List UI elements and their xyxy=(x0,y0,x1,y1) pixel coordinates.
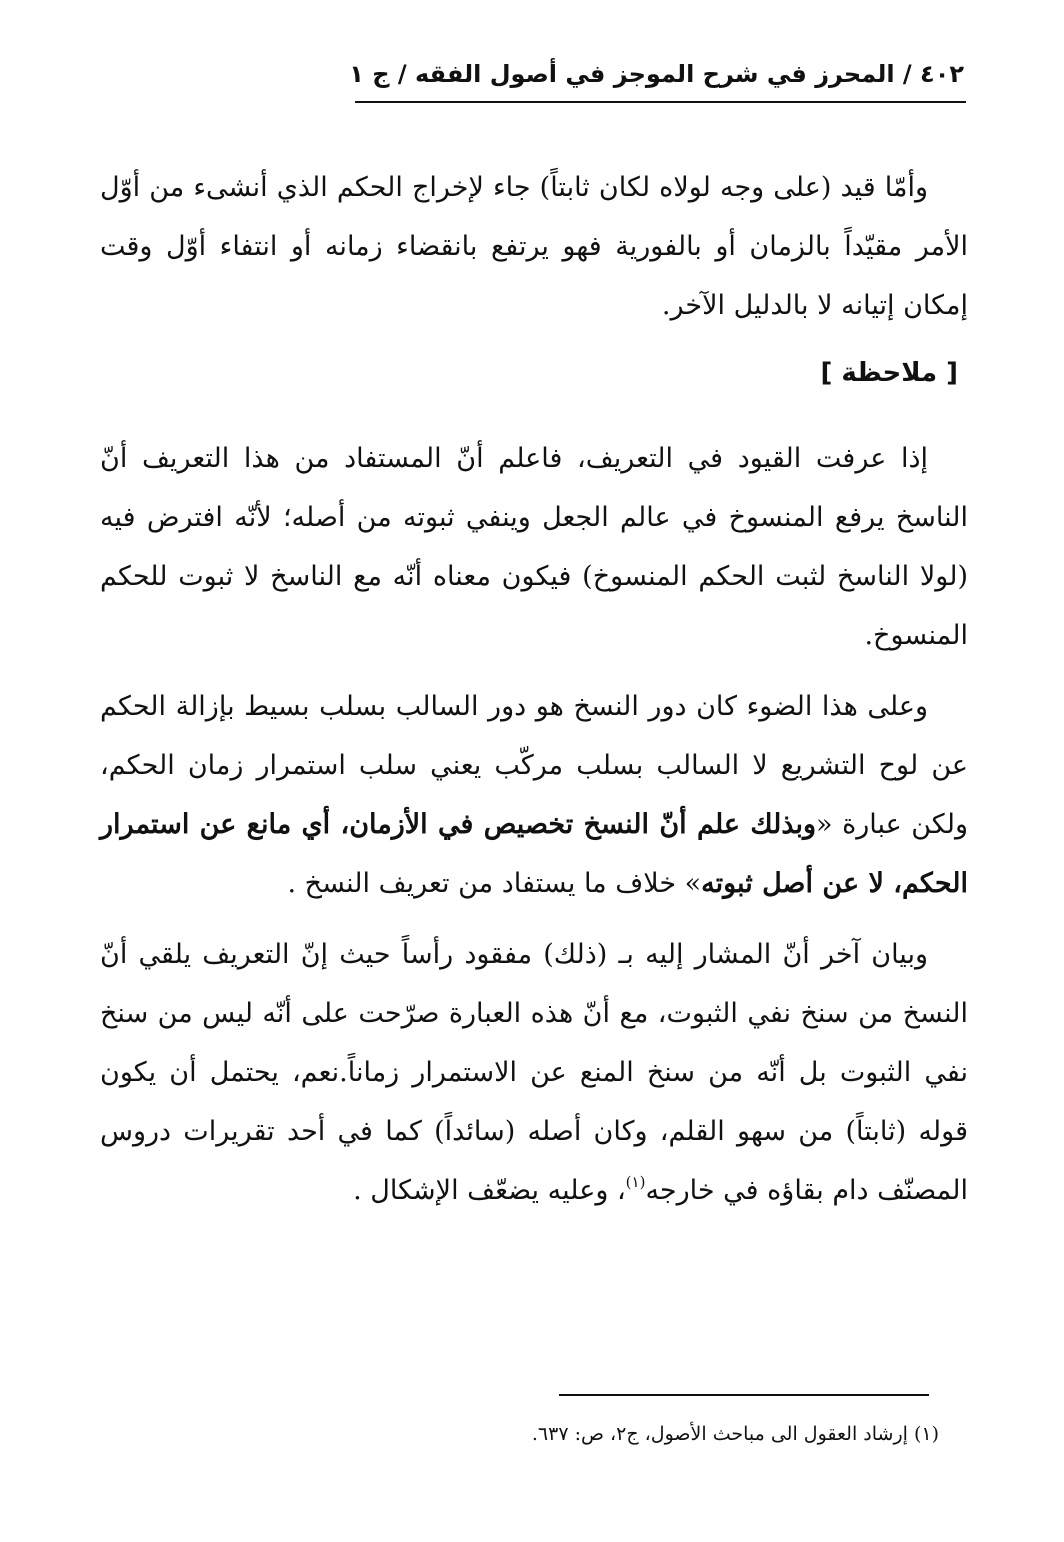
paragraph-4-text-a: وبيان آخر أنّ المشار إليه بـ (ذلك) مفقود رأساً حيث إنّ التعريف يلقي أنّ النسخ من سنخ نفي الثبوت، مع أنّ هذه العبارة صرّحت على أنّه ليس من سنخ نفي الثبوت بل أنّه من سنخ المنع عن الاستمرار زماناً.نعم، يحتمل أن يكون قوله (ثابتاً) من سهو القلم، وكان أصله (سائداً) كما في أحد تقريرات دروس المصنّف دام بقاؤه في خارجه xyxy=(100,939,968,1206)
footnote-reference[interactable]: (١) xyxy=(625,1173,646,1191)
footnote-separator xyxy=(559,1394,929,1396)
paragraph-1: وأمّا قيد (على وجه لولاه لكان ثابتاً) جاء لإخراج الحكم الذي أنشىء من أوّل الأمر مقيّداً بالزمان أو بالفورية فهو يرتفع بانقضاء زمانه أو انتفاء أوّل وقت إمكان إتيانه لا بالدليل الآخر. xyxy=(100,172,968,321)
main-text xyxy=(100,158,968,1232)
paragraph-2: إذا عرفت القيود في التعريف، فاعلم أنّ المستفاد من هذا التعريف أنّ الناسخ يرفع المنسوخ في عالم الجعل وينفي ثبوته من أصله؛ لأنّه افترض فيه (لولا الناسخ لثبت الحكم المنسوخ) فيكون معناه أنّه مع الناسخ لا ثبوت للحكم المنسوخ. xyxy=(100,443,968,651)
paragraph-4 xyxy=(100,925,968,1220)
quoted-bold-text: وبذلك علم أنّ النسخ تخصيص في الأزمان، أي مانع عن استمرار الحكم، لا عن أصل ثبوته xyxy=(100,809,968,899)
footnote-1: (١) إرشاد العقول الى مباحث الأصول، ج٢، ص: ٦٣٧. xyxy=(531,1423,939,1445)
paragraph-3 xyxy=(100,677,968,913)
paragraph-4-text-b: ، وعليه يضعّف الإشكال . xyxy=(353,1175,626,1206)
header-rule xyxy=(355,101,966,103)
paragraph-3-text-a: وعلى هذا الضوء كان دور النسخ هو دور السالب بسلب بسيط بإزالة الحكم عن لوح التشريع لا السالب بسلب مركّب يعني سلب استمرار زمان الحكم، ولكن عبارة « xyxy=(100,691,968,840)
running-header: ٤٠٢ / المحرز في شرح الموجز في أصول الفقه / ج ١ xyxy=(349,60,964,88)
paragraph-3-text-b: » خلاف ما يستفاد من تعريف النسخ . xyxy=(287,868,702,899)
note-heading: [ ملاحظة ] xyxy=(820,358,958,388)
